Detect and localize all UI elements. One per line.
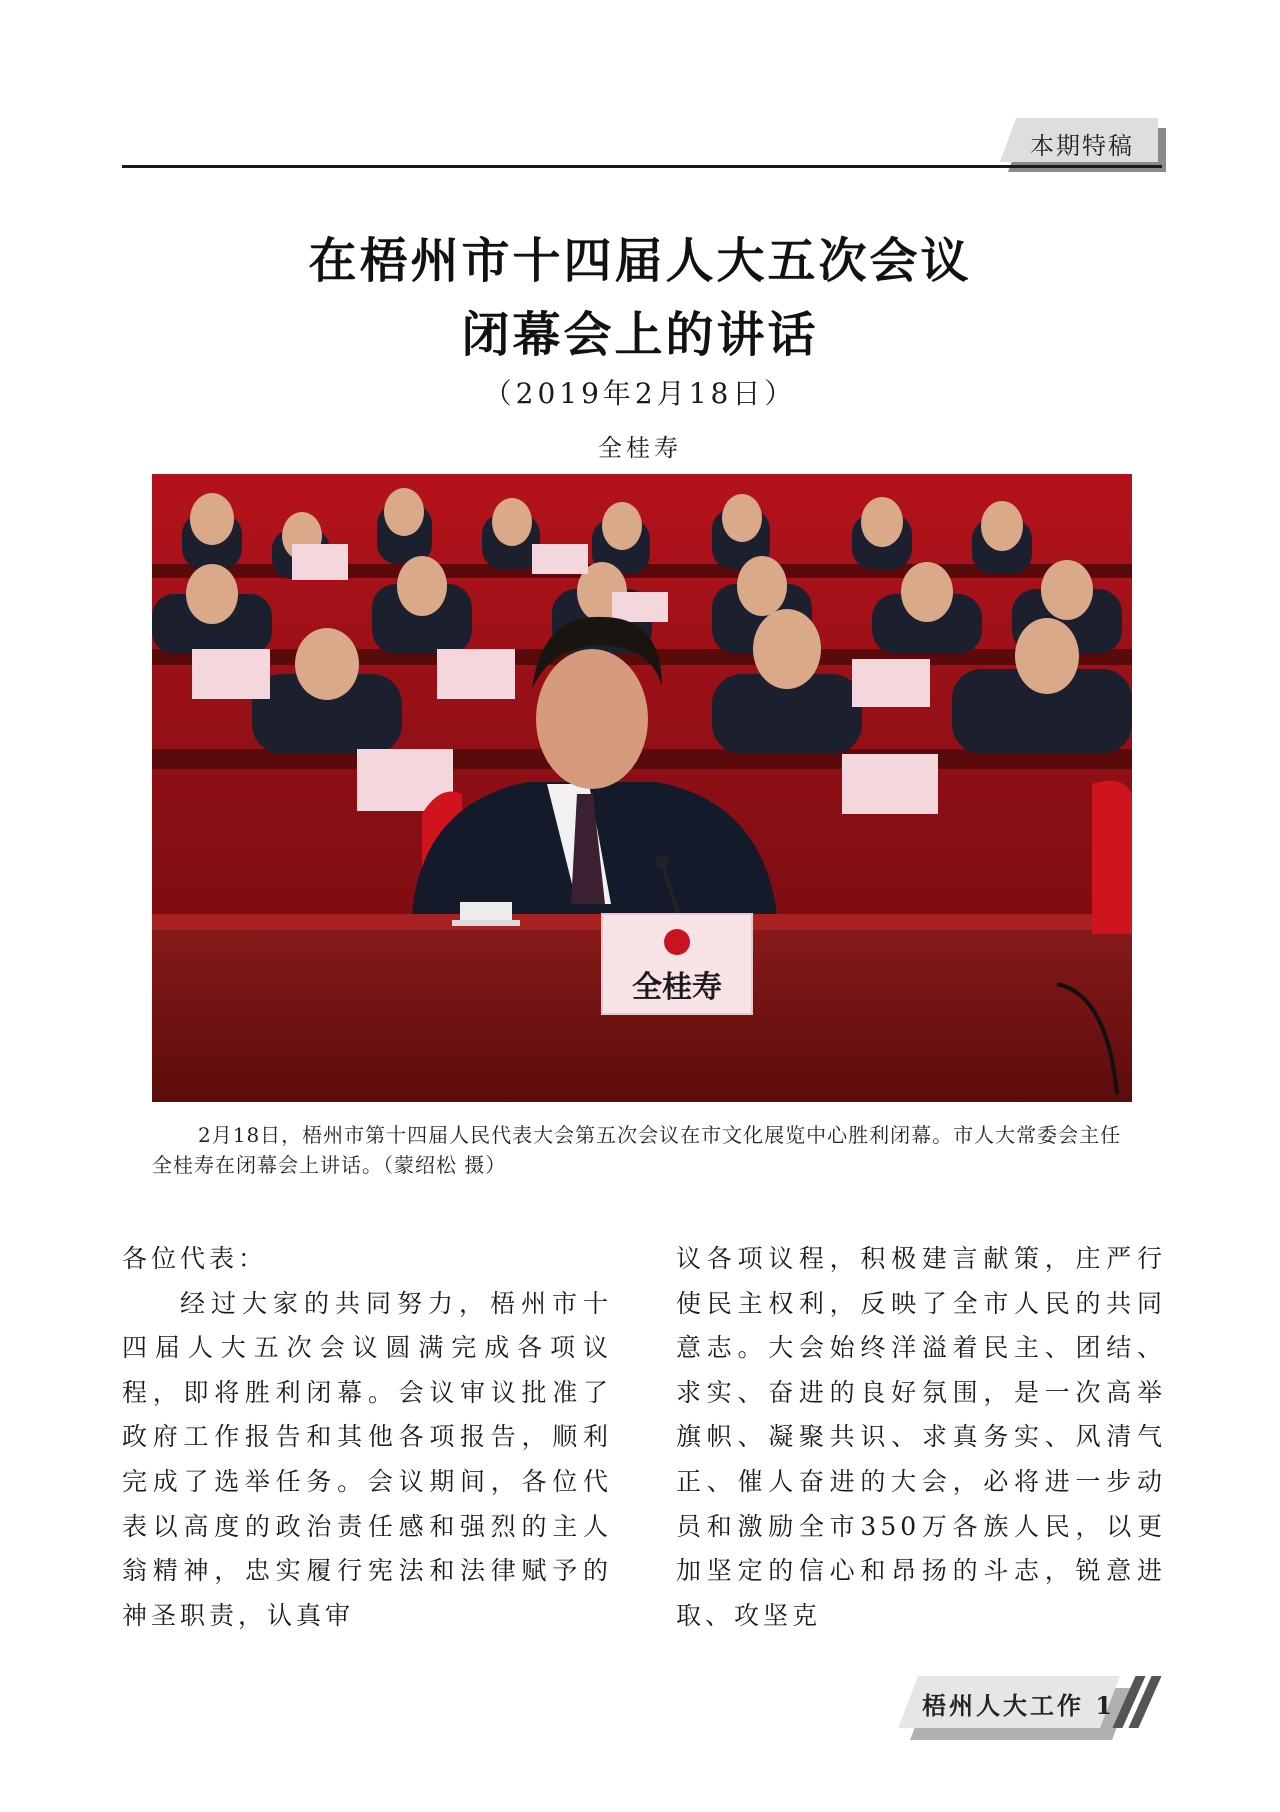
photo-caption: 2月18日，梧州市第十四届人民代表大会第五次会议在市文化展览中心胜利闭幕。市人大常委会主任全桂寿在闭幕会上讲话。（蒙绍松 摄）: [152, 1123, 1122, 1177]
salutation: 各位代表：: [122, 1244, 268, 1273]
article-title-line-1: 在梧州市十四届人大五次会议: [308, 233, 972, 289]
news-photo: [152, 474, 1132, 1102]
article-date: （2019年2月18日）: [483, 377, 797, 410]
body-column-right: [676, 1237, 1166, 1638]
nameplate-text: 全桂寿: [632, 970, 722, 1005]
paragraph-1-right: 议各项议程，积极建言献策，庄严行使民主权利，反映了全市人民的共同意志。大会始终洋溢着民主、团结、求实、奋进的良好氛围，是一次高举旗帜、凝聚共识、求真务实、风清气正、催人奋进的大会，必将进一步动员和激励全市350万各族人民，以更加坚定的信心和昂扬的斗志，锐意进取、攻坚克: [676, 1244, 1166, 1630]
article-author: 全桂寿: [598, 434, 682, 462]
publication-name: 梧州人大工作: [922, 1691, 1084, 1720]
header-rule: [122, 165, 1162, 168]
photo-illustration: [152, 474, 1132, 1102]
paragraph-1-left: 经过大家的共同努力，梧州市十四届人大五次会议圆满完成各项议程，即将胜利闭幕。会议审议批准了政府工作报告和其他各项报告，顺利完成了选举任务。会议期间，各位代表以高度的政治责任感和强烈的主人翁精神，忠实履行宪法和法律赋予的神圣职责，认真审: [122, 1288, 612, 1630]
section-label: 本期特稿: [1030, 132, 1134, 160]
speaker-nameplate: [602, 914, 752, 1014]
body-column-left: [122, 1237, 612, 1638]
section-tab: [1000, 118, 1168, 172]
page-number: 1: [1095, 1691, 1116, 1720]
footer-publication: [922, 1686, 1115, 1721]
page-footer: [898, 1676, 1164, 1742]
article-title-line-2: 闭幕会上的讲话: [461, 307, 819, 363]
